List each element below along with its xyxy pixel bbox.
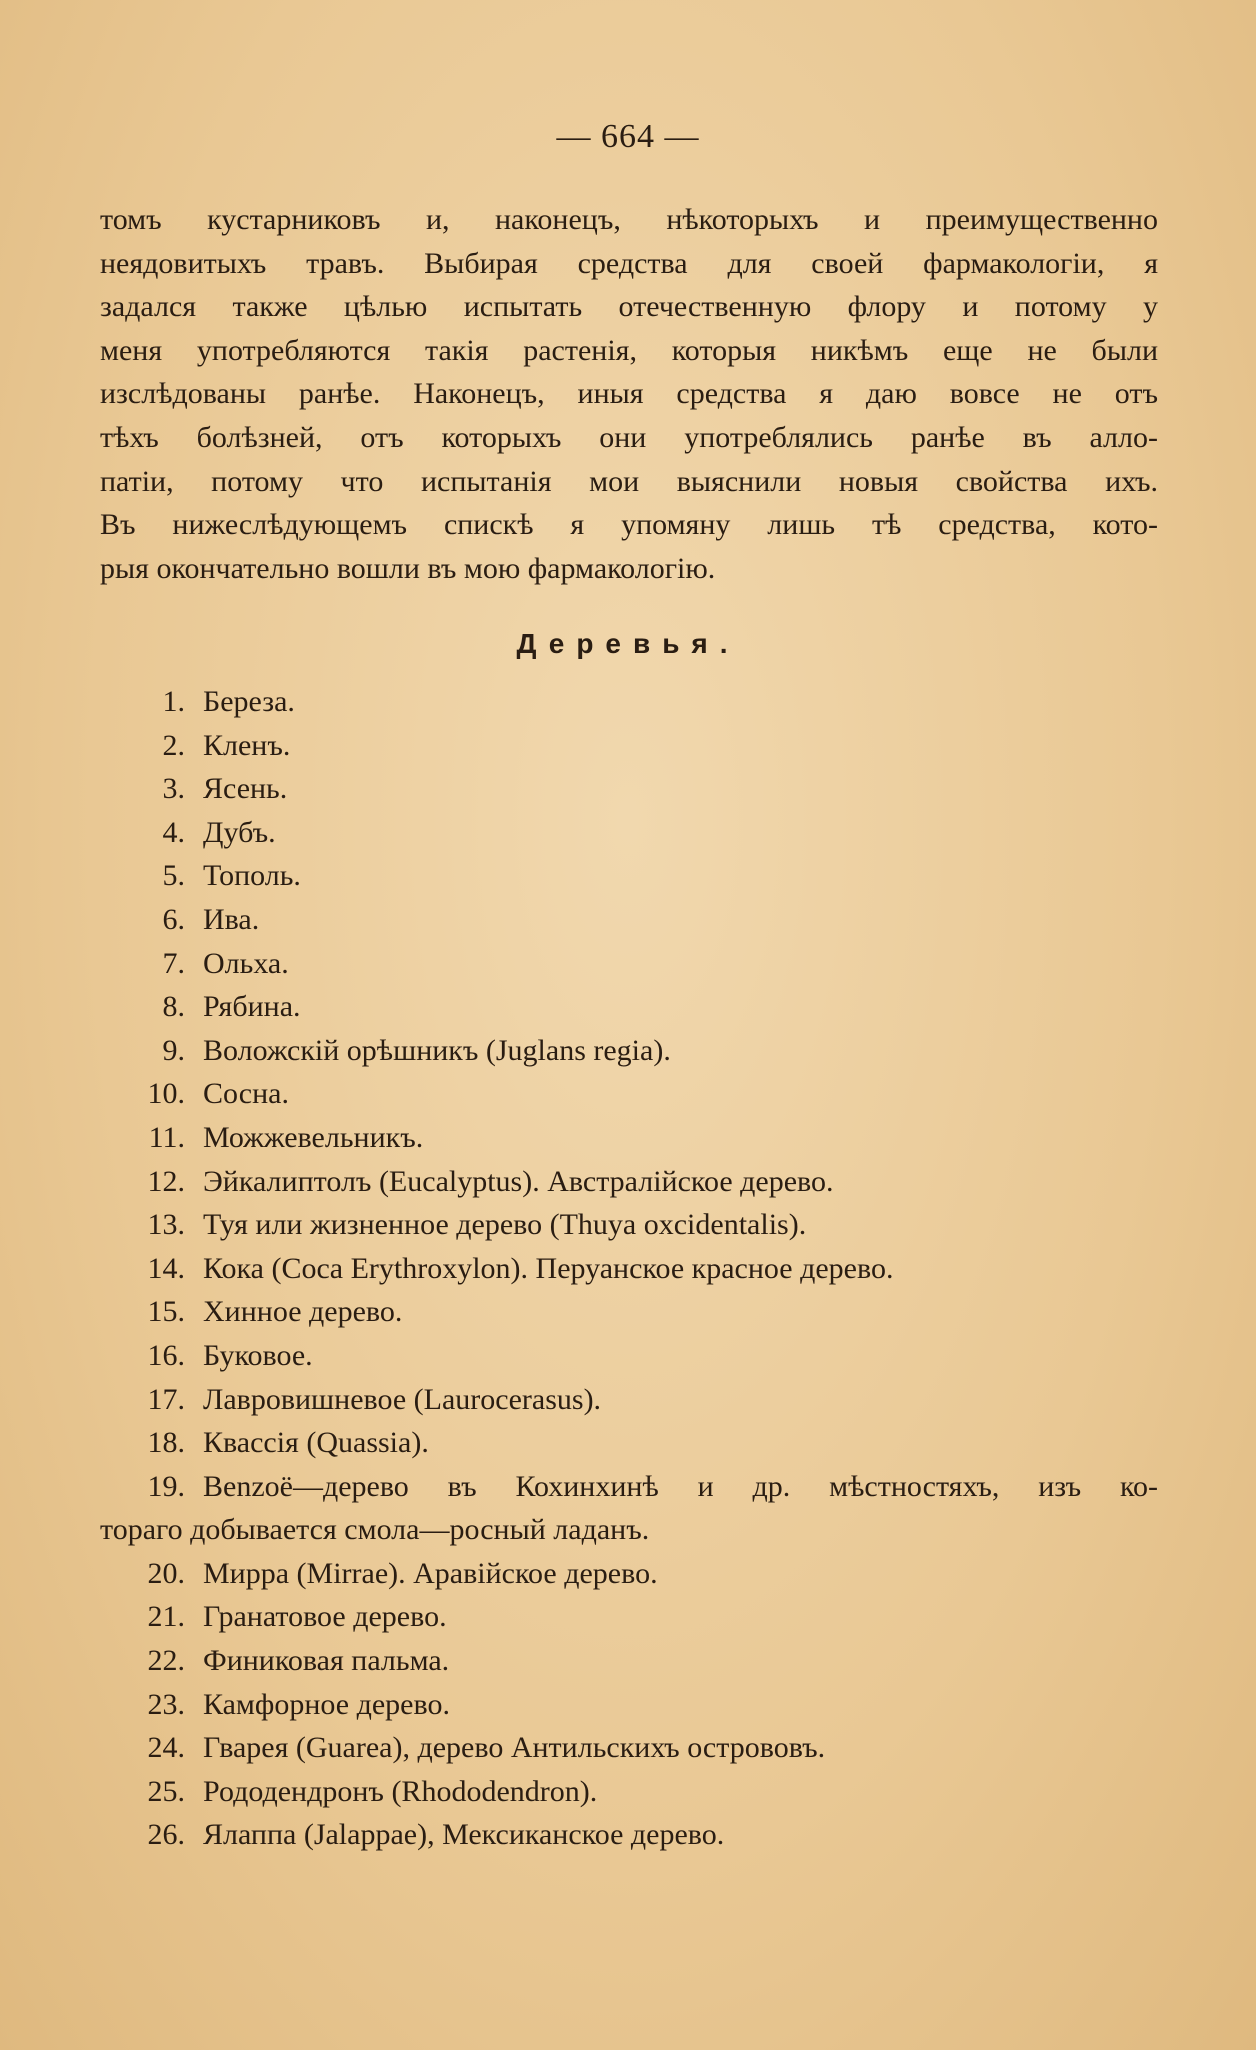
item-number: 5. — [162, 859, 185, 893]
item-text: Эйкалиптолъ (Eucalyptus). Австралійское дерево. — [203, 1164, 834, 1198]
list-item — [100, 854, 1158, 898]
item-number: 16. — [147, 1338, 185, 1372]
item-number: 15. — [147, 1295, 185, 1329]
item-number: 13. — [147, 1208, 185, 1242]
intro-paragraph — [100, 198, 1158, 590]
item-text: Benzoë—дерево въ Кохинхинѣ и др. мѣстностяхъ, изъ ко- — [203, 1469, 1158, 1503]
page-number: — 664 — — [556, 118, 700, 155]
item-text: Буковое. — [203, 1338, 313, 1372]
list-item — [100, 1421, 1158, 1465]
item-text: Ольха. — [203, 946, 289, 980]
paragraph-line: Въ нижеслѣдующемъ спискѣ я упомяну лишь тѣ средства, кото- — [100, 508, 1158, 542]
item-text: Сосна. — [203, 1077, 289, 1111]
item-number: 6. — [162, 902, 185, 936]
item-number: 21. — [147, 1600, 185, 1634]
list-item — [100, 680, 1158, 724]
item-number: 11. — [148, 1120, 185, 1154]
section-heading: Деревья. — [516, 628, 740, 659]
item-number: 8. — [162, 990, 185, 1024]
item-number: 9. — [162, 1033, 185, 1067]
list-item — [100, 1334, 1158, 1378]
item-text: Мирра (Mirrae). Аравійское дерево. — [203, 1556, 658, 1590]
list-item — [100, 1378, 1158, 1422]
item-text: Дубъ. — [203, 815, 276, 849]
item-number: 26. — [147, 1818, 185, 1852]
paragraph-line: патіи, потому что испытанія мои выяснили новыя свойства ихъ. — [100, 464, 1158, 498]
item-number: 3. — [162, 772, 185, 806]
item-number: 19. — [147, 1469, 185, 1503]
item-text: Хинное дерево. — [203, 1295, 403, 1329]
item-text: Рододендронъ (Rhododendron). — [203, 1774, 598, 1808]
paragraph-line: задался также цѣлью испытать отечественную флору и потому у — [100, 290, 1158, 324]
item-number: 17. — [147, 1382, 185, 1416]
list-item — [100, 1247, 1158, 1291]
item-text: Кока (Coca Erythroxylon). Перуанское красное дерево. — [203, 1251, 894, 1285]
list-item — [100, 1770, 1158, 1814]
list-item — [100, 985, 1158, 1029]
item-text: Воложскій орѣшникъ (Juglans regia). — [203, 1033, 671, 1067]
item-number: 18. — [147, 1426, 185, 1460]
list-item — [100, 1029, 1158, 1073]
list-item — [100, 1813, 1158, 1857]
list-item — [100, 942, 1158, 986]
item-text: Камфорное дерево. — [203, 1687, 450, 1721]
list-item — [100, 1595, 1158, 1639]
item-number: 4. — [162, 815, 185, 849]
item-text: Гранатовое дерево. — [203, 1600, 447, 1634]
paragraph-line: рыя окончательно вошли въ мою фармакологію. — [100, 551, 716, 585]
list-item — [100, 1203, 1158, 1247]
item-number: 1. — [162, 685, 185, 718]
list-item — [100, 1116, 1158, 1160]
list-item — [100, 1683, 1158, 1727]
item-number: 2. — [162, 728, 185, 762]
item-text: Ялаппа (Jalapрае), Мексиканское дерево. — [203, 1818, 725, 1852]
list-item — [100, 1552, 1158, 1596]
item-number: 25. — [147, 1774, 185, 1808]
item-number: 23. — [147, 1687, 185, 1721]
item-number: 14. — [147, 1251, 185, 1285]
item-number: 20. — [147, 1556, 185, 1590]
list-item — [100, 1160, 1158, 1204]
list-item — [100, 767, 1158, 811]
item-number: 12. — [147, 1164, 185, 1198]
item-text: Лавровишневое (Laurocerasus). — [203, 1382, 602, 1416]
list-item — [100, 1726, 1158, 1770]
item-text: Гварея (Guarea), дерево Антильскихъ острововъ. — [203, 1731, 826, 1765]
trees-list — [100, 680, 1158, 1857]
item-number: 24. — [147, 1731, 185, 1765]
item-number: 22. — [147, 1644, 185, 1678]
paragraph-line: изслѣдованы ранѣе. Наконецъ, иныя средства я даю вовсе не отъ — [100, 377, 1158, 411]
item-text: Ясень. — [203, 772, 288, 806]
list-item — [100, 1465, 1158, 1552]
list-item — [100, 1072, 1158, 1116]
item-text: Ива. — [203, 902, 260, 936]
item-text: Береза. — [203, 685, 295, 718]
item-text: Рябина. — [203, 990, 301, 1024]
list-item — [100, 898, 1158, 942]
item-text: Туя или жизненное дерево (Thuya oxcidentalis). — [203, 1208, 807, 1242]
list-item — [100, 811, 1158, 855]
list-item — [100, 1639, 1158, 1683]
paragraph-line: тѣхъ болѣзней, отъ которыхъ они употреблялись ранѣе въ алло- — [100, 420, 1158, 454]
paragraph-line: томъ кустарниковъ и, наконецъ, нѣкоторыхъ и преимущественно — [100, 203, 1158, 236]
item-text-continued: тораго добывается смола—росный ладанъ. — [100, 1513, 650, 1547]
item-text: Можжевельникъ. — [203, 1120, 424, 1154]
item-text: Тополь. — [203, 859, 301, 893]
item-text: Финиковая пальма. — [203, 1644, 450, 1678]
item-text: Кленъ. — [203, 728, 291, 762]
item-number: 10. — [147, 1077, 185, 1111]
paragraph-line: меня употребляются такія растенія, которыя никѣмъ еще не были — [100, 333, 1158, 367]
item-text: Квассія (Quassia). — [203, 1426, 429, 1460]
item-number: 7. — [162, 946, 185, 980]
list-item — [100, 1290, 1158, 1334]
paragraph-line: неядовитыхъ травъ. Выбирая средства для своей фармакологіи, я — [100, 246, 1158, 280]
list-item — [100, 724, 1158, 768]
